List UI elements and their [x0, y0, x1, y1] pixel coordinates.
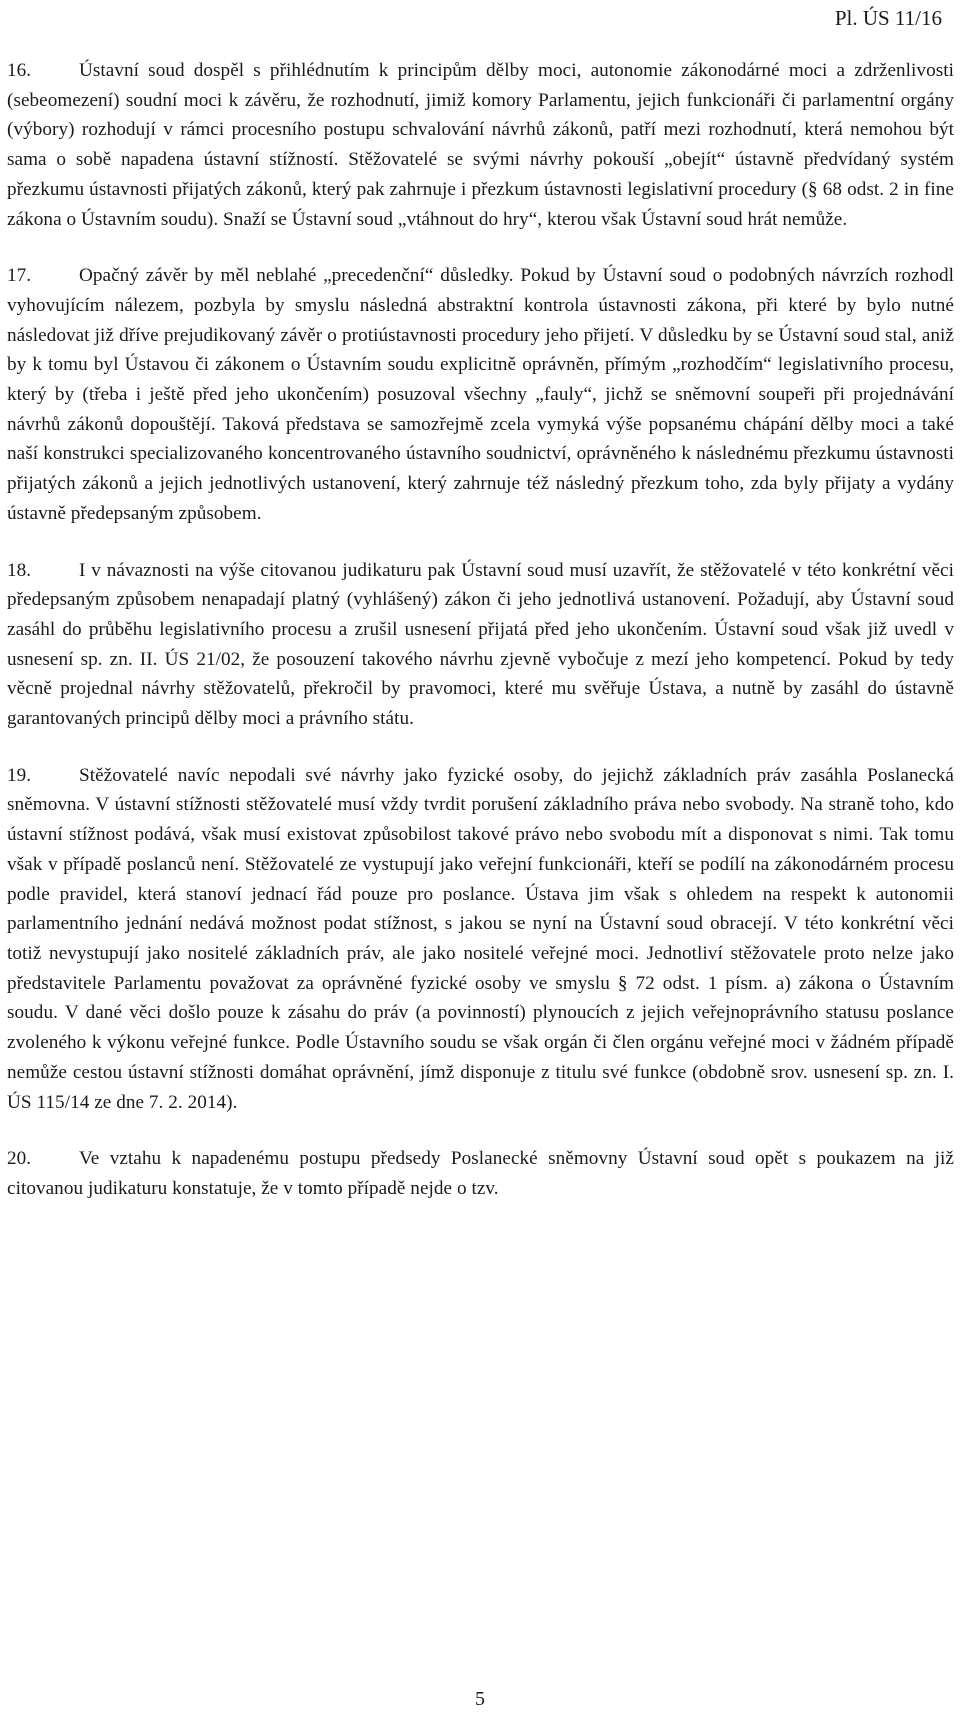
paragraph-text: Ve vztahu k napadenému postupu předsedy Poslanecké sněmovny Ústavní soud opět s poukazem na již citovanou judikaturu konstatuje, že v tomto případě nejde o tzv. [7, 1148, 954, 1199]
paragraph-number: 20. [7, 1148, 32, 1170]
paragraph-19 [7, 761, 954, 1117]
paragraph-text: Ústavní soud dospěl s přihlédnutím k principům dělby moci, autonomie zákonodárné moci a zdrženlivosti (sebeomezení) soudní moci k závěru, že rozhodnutí, jimiž komory Parlamentu, jejich funkcionáři či parlamentní orgány (výbory) rozhodují v rámci procesního postupu schvalování návrhů zákonů, patří mezi rozhodnutí, která nemohou být sama o sobě napadena ústavní stížností. Stěžovatelé se svými návrhy pokouší „obejít“ ústavně předvídaný systém přezkumu ústavnosti přijatých zákonů, který pak zahrnuje i přezkum ústavnosti legislativní procedury (§ 68 odst. 2 in fine zákona o Ústavním soudu). Snaží se Ústavní soud „vtáhnout do hry“, kterou však Ústavní soud hrát nemůže. [7, 60, 954, 230]
paragraph-20 [7, 1144, 954, 1203]
paragraph-17 [7, 261, 954, 528]
paragraph-number: 16. [7, 60, 32, 81]
paragraph-text: Stěžovatelé navíc nepodali své návrhy jako fyzické osoby, do jejichž základních práv zasáhla Poslanecká sněmovna. V ústavní stížnosti stěžovatelé musí vždy tvrdit porušení základního práva nebo svobody. Na straně toho, kdo ústavní stížnost podává, však musí existovat způsobilost takové právo nebo svobodu mít a disponovat s nimi. Tak tomu však v případě poslanců není. Stěžovatelé ze vystupují jako veřejní funkcionáři, kteří se podílí na zákonodárném procesu podle pravidel, která stanoví jednací řád pouze pro poslance. Ústava jim však s ohledem na respekt k autonomii parlamentního jednání nedává možnost podat stížnost, s jakou se nyní na Ústavní soud obracejí. V této konkrétní věci totiž nevystupují jako nositelé základních práv, ale jako nositelé veřejné moci. Jednotliví stěžovatele proto nelze jako představitele Parlamentu považovat za oprávněné fyzické osoby ve smyslu § 72 odst. 1 písm. a) zákona o Ústavním soudu. V dané věci došlo pouze k zásahu do práv (a povinností) plynoucích z jejich veřejnoprávního statusu poslance zvoleného k výkonu veřejné funkce. Podle Ústavního soudu se však orgán či člen orgánu veřejné moci v žádném případě nemůže cestou ústavní stížnosti domáhat oprávnění, jímž disponuje z titulu své funkce (obdobně srov. usnesení sp. zn. I. ÚS 115/14 ze dne 7. 2. 2014). [7, 764, 954, 1113]
paragraph-16 [7, 56, 954, 234]
paragraph-number: 17. [7, 265, 32, 287]
paragraph-text: Opačný závěr by měl neblahé „precedenční“ důsledky. Pokud by Ústavní soud o podobných návrzích rozhodl vyhovujícím nálezem, pozbyla by smyslu následná abstraktní kontrola ústavnosti zákona, při které by bylo nutné následovat již dříve prejudikovaný závěr o protiústavnosti procedury jeho přijetí. V důsledku by se Ústavní soud stal, aniž by k tomu byl Ústavou či zákonem o Ústavním soudu explicitně oprávněn, přímým „rozhodčím“ legislativního procesu, který by (třeba i ještě před jeho ukončením) posuzoval všechny „fauly“, jichž se sněmovní soupeři při projednávání návrhů zákonů dopouštějí. Taková představa se samozřejmě zcela vymyká výše popsanému chápání dělby moci a také naší konstrukci specializovaného koncentrovaného ústavního soudnictví, oprávněného k následnému přezkumu ústavnosti přijatých zákonů a jejich jednotlivých ustanovení, který zahrnuje též následný přezkum toho, zda byly přijaty a vydány ústavně předepsaným způsobem. [7, 265, 954, 524]
case-reference: Pl. ÚS 11/16 [834, 6, 942, 30]
paragraph-text: I v návaznosti na výše citovanou judikaturu pak Ústavní soud musí uzavřít, že stěžovatelé v této konkrétní věci předepsaným způsobem nenapadají platný (vyhlášený) zákon či jeho jednotlivá ustanovení. Požadují, aby Ústavní soud zasáhl do průběhu legislativního procesu a zrušil usnesení přijatá před jeho ukončením. Ústavní soud však již uvedl v usnesení sp. zn. II. ÚS 21/02, že posouzení takového návrhu zjevně vybočuje z mezí jeho kompetencí. Pokud by tedy věcně projednal návrhy stěžovatelů, překročil by pravomoci, které mu svěřuje Ústava, a nutně by zasáhl do ústavně garantovaných principů dělby moci a právního státu. [7, 559, 954, 730]
paragraph-number: 19. [7, 764, 32, 786]
paragraph-18 [7, 556, 954, 734]
paragraph-number: 18. [7, 559, 32, 581]
page-number: 5 [475, 1688, 485, 1710]
document-body [7, 56, 954, 1231]
